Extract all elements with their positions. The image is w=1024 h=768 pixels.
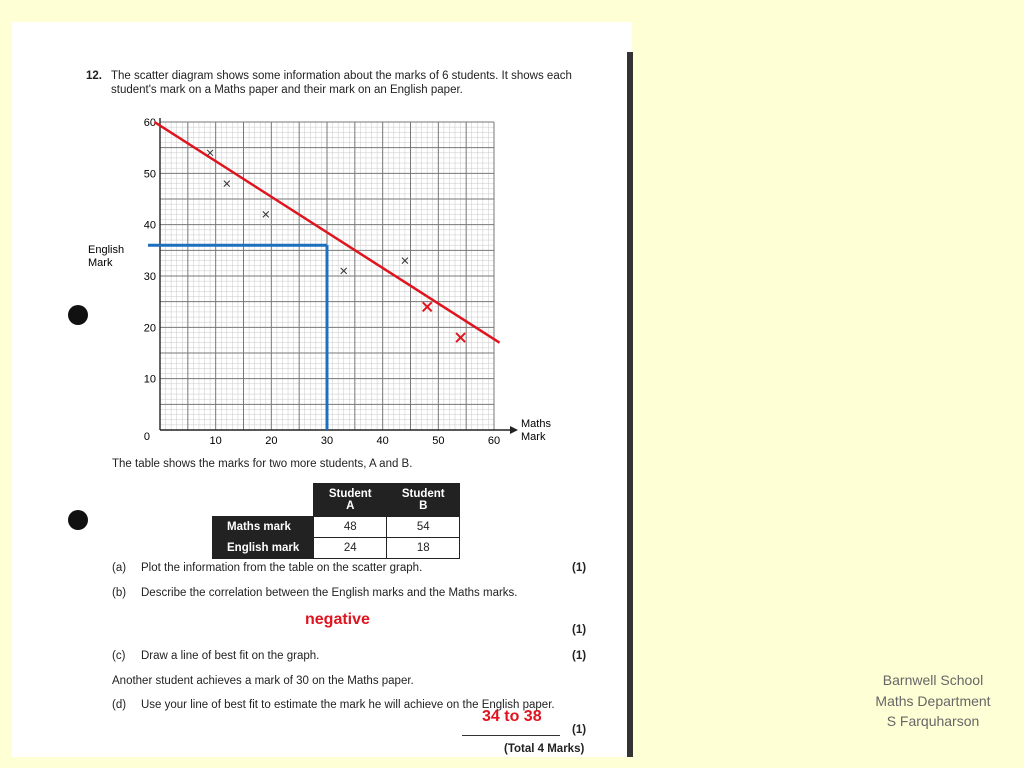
y-axis-label: Mark	[88, 257, 113, 269]
table-row-label: English mark	[213, 538, 314, 559]
department-name: Maths Department	[875, 692, 991, 709]
question-number: 12.	[86, 70, 102, 82]
y-tick-label: 50	[143, 168, 156, 181]
table-row-label: Maths mark	[213, 517, 314, 538]
y-tick-label: 60	[143, 117, 156, 129]
x-tick-label: 10	[209, 435, 222, 447]
part-c-text: Draw a line of best fit on the graph.	[141, 650, 320, 662]
table-header: Student B	[387, 484, 460, 517]
part-b-label: (b)	[112, 587, 127, 599]
footer	[860, 670, 1006, 732]
x-axis-arrow	[510, 426, 518, 434]
marks-b: (1)	[572, 624, 587, 636]
table-cell: 18	[387, 538, 460, 559]
part-c-label: (c)	[112, 650, 126, 662]
y-tick-label: 20	[143, 322, 156, 335]
part-a-text: Plot the information from the table on the scatter graph.	[141, 562, 423, 574]
answer-b: negative	[305, 611, 370, 628]
table-corner	[213, 484, 314, 517]
bullet-dot	[68, 510, 88, 530]
x-tick-label: 60	[487, 435, 501, 447]
part-d-text: Use your line of best fit to estimate the mark he will achieve on the English paper.	[141, 699, 555, 711]
origin-label: 0	[143, 431, 150, 443]
y-tick-label: 30	[143, 271, 156, 283]
table-header: Student A	[314, 484, 387, 517]
y-axis-label: English	[88, 244, 125, 256]
marks-a: (1)	[572, 562, 587, 574]
scatter-chart	[0, 0, 640, 460]
answer-d: 34 to 38	[482, 708, 542, 725]
x-tick-label: 50	[432, 435, 445, 447]
table-cell: 48	[314, 517, 387, 538]
x-axis-label: Mark	[521, 431, 546, 443]
answer-line	[462, 735, 560, 736]
table-cell: 54	[387, 517, 460, 538]
y-tick-label: 40	[143, 219, 156, 232]
x-tick-label: 40	[376, 435, 389, 447]
tick-labels	[144, 117, 500, 447]
x-axis-label: Maths	[521, 418, 551, 430]
x-tick-label: 30	[320, 435, 334, 447]
table-intro: The table shows the marks for two more students, A and B.	[112, 458, 413, 470]
marks-d: (1)	[572, 724, 587, 736]
school-name: Barnwell School	[882, 672, 984, 688]
part-b-text: Describe the correlation between the English marks and the Maths marks.	[141, 587, 518, 599]
table-cell: 24	[314, 538, 387, 559]
y-tick-label: 10	[143, 373, 156, 386]
marks-c: (1)	[572, 650, 587, 662]
x-tick-label: 20	[265, 435, 278, 447]
total-marks: (Total 4 Marks)	[504, 743, 585, 755]
part-d-label: (d)	[112, 699, 127, 711]
question-intro: The scatter diagram shows some information about the marks of 6 students. It shows each student's mark on a Maths paper and their mark on an English paper.	[111, 70, 572, 96]
marks-table	[212, 483, 460, 559]
author-name: S Farquharson	[886, 713, 980, 729]
part-a-label: (a)	[112, 562, 127, 574]
another-student-text: Another student achieves a mark of 30 on the Maths paper.	[112, 675, 414, 687]
